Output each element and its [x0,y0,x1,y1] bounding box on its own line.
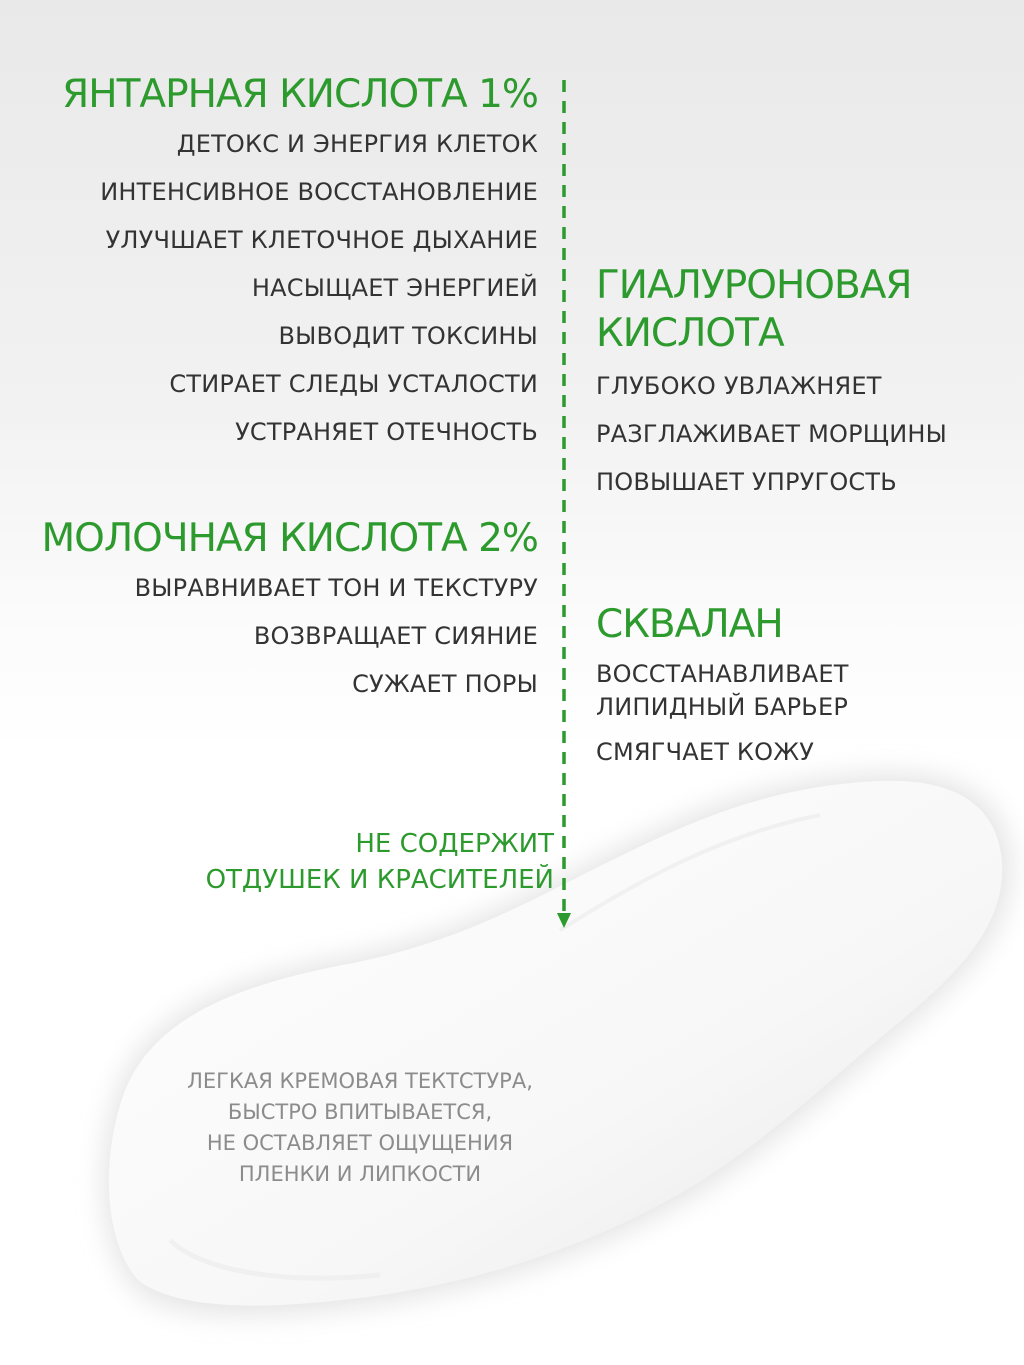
benefit-item: НАСЫЩАЕТ ЭНЕРГИЕЙ [251,274,538,302]
hyaluronic-acid-title-line1: ГИАЛУРОНОВАЯ [596,263,912,308]
hyaluronic-acid-title-line2: КИСЛОТА [596,311,784,356]
benefit-item: ВЫВОДИТ ТОКСИНЫ [278,322,538,350]
benefit-item: ВОЗВРАЩАЕТ СИЯНИЕ [253,622,538,650]
fragrance-free-note [206,826,554,898]
benefit-item: УЛУЧШАЕТ КЛЕТОЧНОЕ ДЫХАНИЕ [105,226,538,254]
succinic-acid-section [62,72,538,456]
texture-line2: БЫСТРО ВПИТЫВАЕТСЯ, [227,1100,493,1124]
benefit-item: ИНТЕНСИВНОЕ ВОССТАНОВЛЕНИЕ [100,178,538,206]
dashed-arrow-divider [556,80,572,930]
benefit-item: СТИРАЕТ СЛЕДЫ УСТАЛОСТИ [169,370,538,398]
benefit-item: РАЗГЛАЖИВАЕТ МОРЩИНЫ [596,420,948,448]
benefit-item: ГЛУБОКО УВЛАЖНЯЕТ [596,372,882,400]
texture-description [160,1066,560,1190]
benefit-item: СМЯГЧАЕТ КОЖУ [596,738,815,766]
benefit-item: СУЖАЕТ ПОРЫ [352,670,538,698]
arrow-down-icon [557,913,571,928]
lactic-acid-section [42,516,539,708]
benefit-item: ВЫРАВНИВАЕТ ТОН И ТЕКСТУРУ [134,574,538,602]
texture-line3: НЕ ОСТАВЛЯЕТ ОЩУЩЕНИЯ [206,1131,514,1155]
texture-line4: ПЛЕНКИ И ЛИПКОСТИ [238,1162,482,1186]
texture-line1: ЛЕГКАЯ КРЕМОВАЯ ТЕКТСТУРА, [187,1069,533,1093]
squalane-title: СКВАЛАН [596,602,783,647]
hyaluronic-acid-section [596,262,947,506]
succinic-acid-title: ЯНТАРНАЯ КИСЛОТА 1% [62,72,538,117]
benefit-item: ЛИПИДНЫЙ БАРЬЕР [596,693,849,721]
lactic-acid-title: МОЛОЧНАЯ КИСЛОТА 2% [41,516,538,561]
benefit-item: ДЕТОКС И ЭНЕРГИЯ КЛЕТОК [176,130,538,158]
fragrance-free-line1: НЕ СОДЕРЖИТ [355,829,554,859]
squalane-section [596,602,849,776]
fragrance-free-line2: ОТДУШЕК И КРАСИТЕЛЕЙ [205,865,554,895]
benefit-item: УСТРАНЯЕТ ОТЕЧНОСТЬ [235,418,538,446]
benefit-item: ПОВЫШАЕТ УПРУГОСТЬ [596,468,897,496]
benefit-item: ВОССТАНАВЛИВАЕТ [596,660,849,688]
